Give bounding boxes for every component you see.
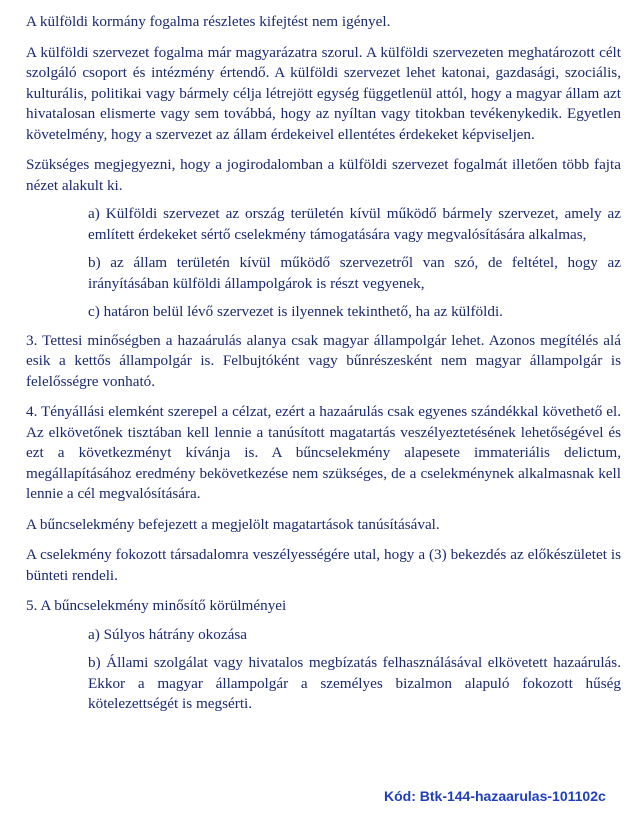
paragraph-section-5-heading: 5. A bűncselekmény minősítő körülményei — [26, 597, 287, 614]
paragraph-foreign-organization: A külföldi szervezet fogalma már magyarázatra szorul. A külföldi szervezeten meghatározott célt szolgáló csoport és intézmény értendő. A külföldi szervezet lehet katonai, gazdasági, szociális, kulturális, politikai vagy bármely célja létrejött egység függetlenül attól, hogy a magyar állam azt hivatalosan elismerte vagy sem továbbá, hogy az nyíltan vagy titokban tevékenykedik. Egyetlen követelmény, hogy a szervezet az állam érdekeivel ellentétes érdekeket képviseljen. — [26, 43, 621, 143]
paragraph-section-3: 3. Tettesi minőségben a hazaárulás alanya csak magyar állampolgár lehet. Azonos megítélés alá esik a kettős állampolgár is. Felbujtóként vagy bűnrészesként nem magyar állampolgár is felelősségre vonható. — [26, 331, 621, 390]
list-item-a: a) Külföldi szervezet az ország területén kívül működő bármely szervezet, amely az említett érdekeket sértő cselekmény támogatására vagy megvalósítására alkalmas, — [88, 205, 621, 243]
paragraph-foreign-government: A külföldi kormány fogalma részletes kifejtést nem igényel. — [26, 13, 391, 30]
paragraph-preparation: A cselekmény fokozott társadalomra veszélyességére utal, hogy a (3) bekezdés az előkészületet is bünteti rendeli. — [26, 546, 621, 584]
list-item-c: c) határon belül lévő szervezet is ilyennek tekinthető, ha az külföldi. — [88, 303, 503, 320]
qualifier-item-b: b) Állami szolgálat vagy hivatalos megbízatás felhasználásával elkövetett hazaárulás. Ekkor a magyar állampolgár a személyes bizalmon alapuló fokozott hűség kötelezettségét is megsérti. — [88, 654, 621, 712]
paragraph-completion: A bűncselekmény befejezett a megjelölt magatartások tanúsításával. — [26, 515, 440, 533]
paragraph-legal-literature: Szükséges megjegyezni, hogy a jogirodalomban a külföldi szervezet fogalmát illetően több fajta nézet alakult ki. — [26, 156, 621, 194]
document-code-label: Kód: Btk-144-hazaarulas-101102c — [384, 788, 606, 804]
paragraph-section-4: 4. Tényállási elemként szerepel a célzat, ezért a hazaárulás csak egyenes szándékkal követhető el. Az elkövetőnek tisztában kell lennie a tanúsított magatartás veszélyeztetésének lehetőségével és ezt a következményt kívánja is. A bűncselekmény alapesete immateriális delictum, megállapításához eredmény bekövetkezése nem szükséges, de a cselekménynek alkalmasnak kell lennie a cél megvalósítására. — [26, 403, 621, 502]
qualifier-item-a: a) Súlyos hátrány okozása — [88, 625, 248, 643]
list-item-b: b) az állam területén kívül működő szervezetről van szó, de feltétel, hogy az irányításában külföldi állampolgárok is részt vegyenek, — [88, 254, 621, 292]
